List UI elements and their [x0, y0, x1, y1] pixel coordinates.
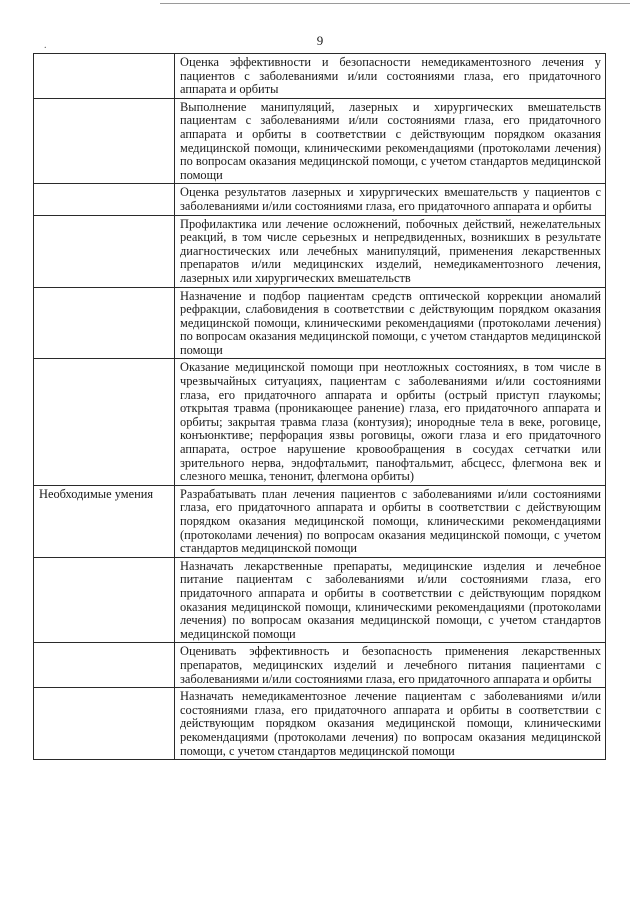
row-label-cell — [34, 688, 175, 760]
table-row — [34, 287, 606, 359]
row-text-cell: Разрабатывать план лечения пациентов с заболеваниями и/или состояниями глаза, его придаточного аппарата и орбиты в соответствии с действующим порядком оказания медицинской помощи, клиническими рекомендациями (протоколами лечения) по вопросам оказания медицинской помощи, с учетом стандартов медицинской помощи — [175, 485, 606, 557]
table-row — [34, 98, 606, 184]
table-row — [34, 557, 606, 643]
row-text-cell: Назначение и подбор пациентам средств оптической коррекции аномалий рефракции, слабовидения в соответствии с действующим порядком оказания медицинской помощи, клиническими рекомендациями (протоколами лечения) по вопросам оказания медицинской помощи, с учетом стандартов медицинской помощи — [175, 287, 606, 359]
table-row — [34, 485, 606, 557]
row-label-cell — [34, 215, 175, 287]
table-row — [34, 215, 606, 287]
table-row — [34, 184, 606, 215]
row-text-cell: Профилактика или лечение осложнений, побочных действий, нежелательных реакций, в том числе серьезных и непредвиденных, возникших в результате диагностических или лечебных манипуляций, применения лекарственных препаратов и/или медицинских изделий, немедикаментозного лечения, лазерных или хирургических вмешательств — [175, 215, 606, 287]
row-label-cell — [34, 557, 175, 643]
row-label-cell — [34, 54, 175, 99]
row-label-cell — [34, 359, 175, 485]
row-label-cell — [34, 98, 175, 184]
row-text-cell: Оценка эффективности и безопасности немедикаментозного лечения у пациентов с заболеваниями и/или состояниями глаза, его придаточного аппарата и орбиты — [175, 54, 606, 99]
table-row — [34, 359, 606, 485]
competency-table — [33, 53, 606, 760]
table-row — [34, 688, 606, 760]
row-label-cell — [34, 643, 175, 688]
page-number: 9 — [316, 33, 324, 48]
top-scan-line — [160, 3, 630, 4]
row-text-cell: Выполнение манипуляций, лазерных и хирургических вмешательств пациентам с заболеваниями и/или состояниями глаза, его придаточного аппарата и орбиты в соответствии с действующим порядком оказания медицинской помощи, клиническими рекомендациями (протоколами лечения) по вопросам оказания медицинской помощи, с учетом стандартов медицинской помощи — [175, 98, 606, 184]
row-label-cell — [34, 287, 175, 359]
row-text-cell: Оказание медицинской помощи при неотложных состояниях, в том числе в чрезвычайных ситуациях, пациентам с заболеваниями и/или состояниями глаза, его придаточного аппарата и орбиты (острый приступ глаукомы; открытая травма (проникающее ранение) глаза, его придаточного аппарата и орбиты; закрытая травма глаза (контузия); инородные тела в веке, роговице, конъюнктиве; перфорация язвы роговицы, ожоги глаза и его придаточного аппарата, острое нарушение кровообращения в сосудах сетчатки или зрительного нерва, эндофтальмит, панофтальмит, абсцесс, флегмона век и слезного мешка, тенонит, флегмона орбиты) — [175, 359, 606, 485]
row-text-cell: Назначать немедикаментозное лечение пациентам с заболеваниями и/или состояниями глаза, его придаточного аппарата и орбиты в соответствии с действующим порядком оказания медицинской помощи, клиническими рекомендациями (протоколами лечения) по вопросам оказания медицинской помощи, с учетом стандартов медицинской помощи — [175, 688, 606, 760]
row-text-cell: Оценивать эффективность и безопасность применения лекарственных препаратов, медицинских изделий и лечебного питания пациентами с заболеваниями и/или состояниями глаза, его придаточного аппарата и орбиты — [175, 643, 606, 688]
section-label-skills: Необходимые умения — [34, 485, 175, 557]
row-label-cell — [34, 184, 175, 215]
page-mark: . — [44, 40, 47, 51]
table-row — [34, 54, 606, 99]
table-row — [34, 643, 606, 688]
row-text-cell: Оценка результатов лазерных и хирургических вмешательств у пациентов с заболеваниями и/или состояниями глаза, его придаточного аппарата и орбиты — [175, 184, 606, 215]
row-text-cell: Назначать лекарственные препараты, медицинские изделия и лечебное питание пациентам с заболеваниями и/или состояниями глаза, его придаточного аппарата и орбиты в соответствии с действующим порядком оказания медицинской помощи, клиническими рекомендациями (протоколами лечения) по вопросам оказания медицинской помощи, с учетом стандартов медицинской помощи — [175, 557, 606, 643]
